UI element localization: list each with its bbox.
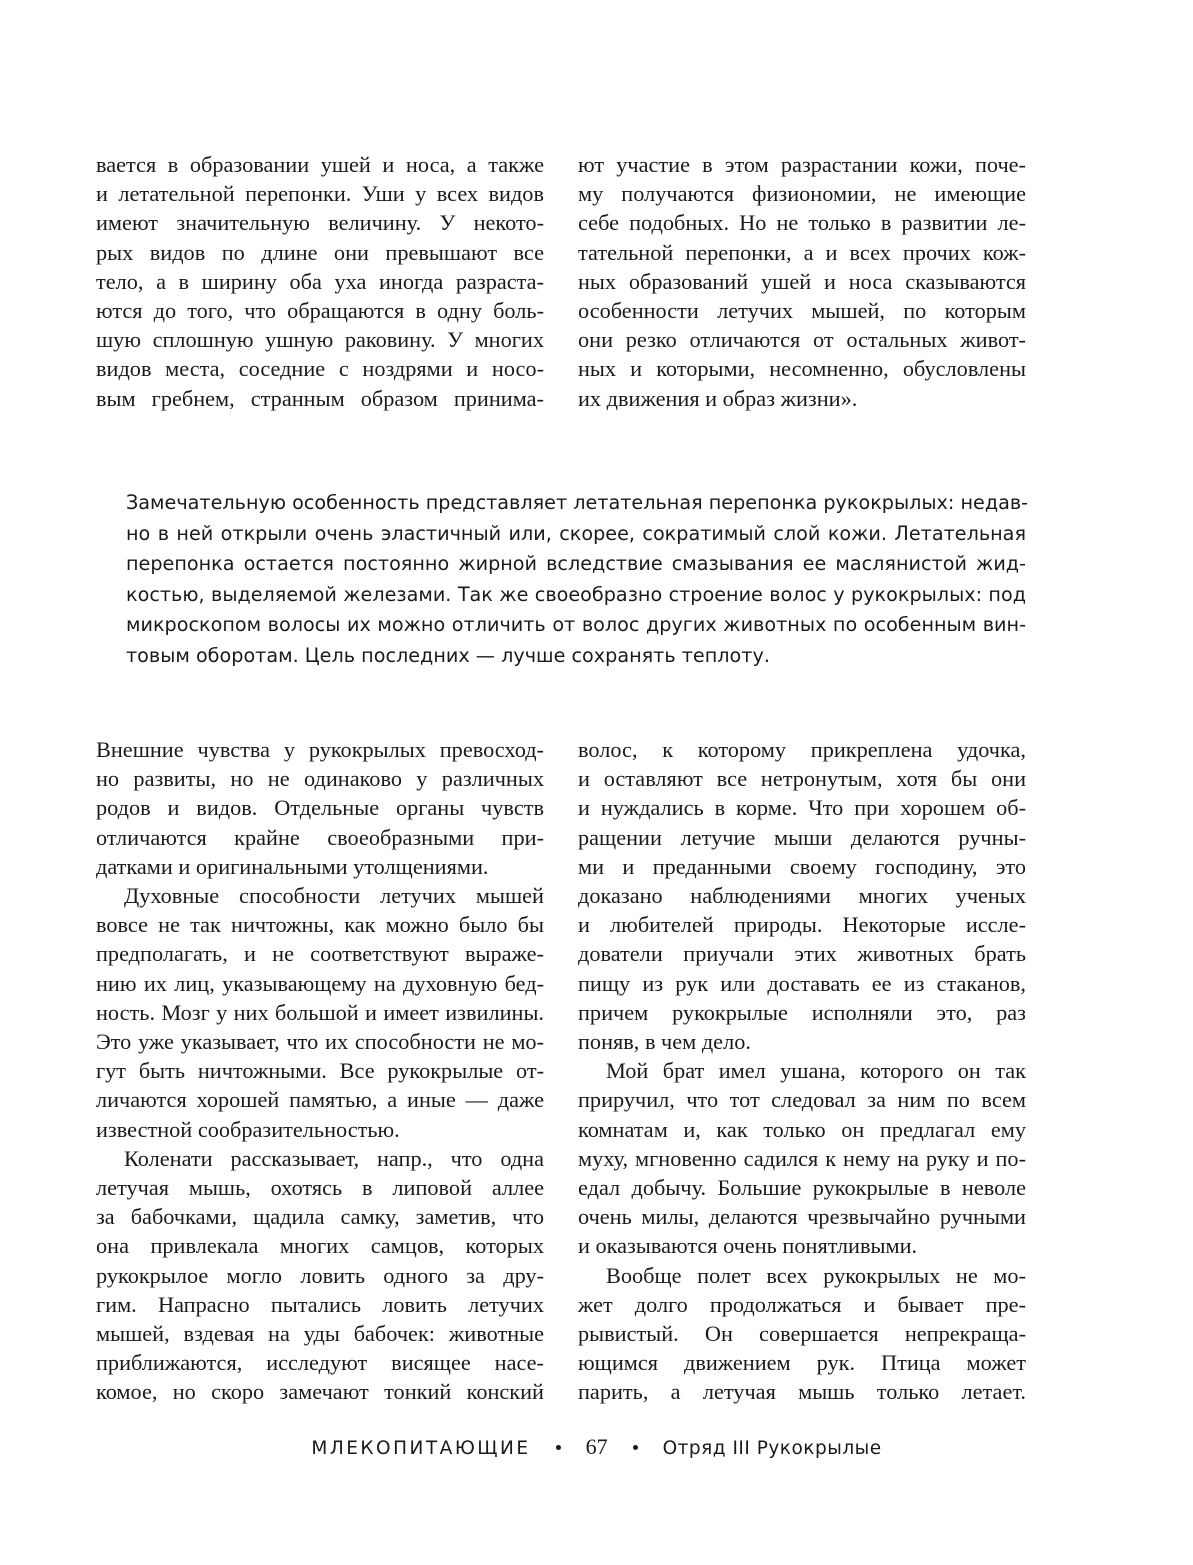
text-line: Внешние чувства у рукокрылых превосход- xyxy=(96,737,544,762)
top-right-column xyxy=(578,150,1026,413)
text-line: она привлекала многих самцов, которых xyxy=(96,1233,544,1259)
footer-chapter-title: Отряд III Рукокрылые xyxy=(662,1438,882,1459)
bullet-dot-icon xyxy=(556,1445,561,1450)
bottom-right-column xyxy=(578,735,1026,1407)
note-line: но в ней открыли очень эластичный или, скорее, сократимый слой кожи. Летательная xyxy=(126,521,1026,545)
text-line: известной сообразительностью. xyxy=(96,1116,400,1142)
text-line: Это уже указывает, что их способности не мо- xyxy=(96,1029,544,1055)
top-left-column xyxy=(96,150,544,413)
text-line: пищу из рук или доставать ее из стаканов, xyxy=(578,970,1026,996)
text-line: Вообще полет всех рукокрылых не мо- xyxy=(606,1262,1026,1288)
paragraph xyxy=(578,1261,1026,1407)
bottom-left-column xyxy=(96,735,544,1407)
text-line: ращении летучие мыши делаются ручны- xyxy=(578,824,1026,850)
text-line: шую сплошную ушную раковину. У многих xyxy=(96,327,544,353)
footer-section-title: МЛЕКОПИТАЮЩИЕ xyxy=(311,1438,531,1459)
text-line: и оказываются очень понятливыми. xyxy=(578,1233,918,1259)
text-line: гим. Напрасно пытались ловить летучих xyxy=(96,1291,544,1317)
note-line: микроскопом волосы их можно отличить от волос других животных по особенным вин- xyxy=(126,613,1026,637)
text-line: едал добычу. Большие рукокрылые в неволе xyxy=(578,1175,1026,1201)
text-line: вается в образовании ушей и носа, а также xyxy=(96,152,544,177)
text-line: жет долго продолжаться и бывает пре- xyxy=(578,1291,1026,1317)
text-line: родов и видов. Отдельные органы чувств xyxy=(96,795,544,821)
text-line: Коленати рассказывает, напр., что одна xyxy=(124,1145,544,1171)
text-line: ми и преданными своему господину, это xyxy=(578,853,1026,879)
paragraph xyxy=(96,1144,544,1407)
text-line: Духовные способности летучих мышей xyxy=(124,883,544,909)
text-line: предполагать, и не соответствуют выраже- xyxy=(96,941,544,967)
text-line: но развиты, но не одинаково у различных xyxy=(96,766,544,792)
text-line: комнатам и, как только он предлагал ему xyxy=(578,1116,1026,1142)
text-line: рых видов по длине они превышают все xyxy=(96,239,544,265)
text-line: датками и оригинальными утолщениями. xyxy=(96,853,489,879)
note-line: Замечательную особенность представляет летательная перепонка рукокрылых: недав- xyxy=(126,491,1029,514)
note-line: костью, выделяемой железами. Так же своеобразно строение волос у рукокрылых: под xyxy=(126,582,1026,606)
text-line: тело, а в ширину оба уха иногда разраста- xyxy=(96,268,544,294)
text-line: особенности летучих мышей, по которым xyxy=(578,298,1026,324)
text-line: отличаются крайне своеобразными при- xyxy=(96,824,544,850)
text-line: рукокрылое могло ловить одного за дру- xyxy=(96,1262,544,1288)
text-line: Мой брат имел ушана, которого он так xyxy=(606,1058,1026,1084)
text-line: парить, а летучая мышь только летает. xyxy=(578,1379,1026,1405)
sidebar-note xyxy=(126,488,1029,672)
paragraph xyxy=(96,735,544,881)
text-line: личаются хорошей памятью, а иные — даже xyxy=(96,1087,544,1113)
paragraph xyxy=(578,735,1026,1056)
text-line: приручил, что тот следовал за ним по всем xyxy=(578,1087,1026,1113)
text-line: ются до того, что обращаются в одну боль- xyxy=(96,298,544,324)
note-line: перепонка остается постоянно жирной вследствие смазывания ее маслянистой жид- xyxy=(126,552,1026,576)
text-line: причем рукокрылые исполняли это, раз xyxy=(578,999,1026,1025)
text-line: нию их лиц, указывающему на духовную бед- xyxy=(96,970,544,996)
text-line: за бабочками, щадила самку, заметив, что xyxy=(96,1204,544,1230)
text-line: ющимся движением рук. Птица может xyxy=(578,1350,1026,1376)
text-line: видов места, соседние с ноздрями и носо- xyxy=(96,356,544,382)
text-line: ных образований ушей и носа сказываются xyxy=(578,268,1026,294)
text-line: очень милы, делаются чрезвычайно ручными xyxy=(578,1204,1026,1230)
text-line: ность. Мозг у них большой и имеет извилины. xyxy=(96,999,544,1025)
text-line: мышей, вздевая на уды бабочек: животные xyxy=(96,1321,544,1347)
text-line: доказано наблюдениями многих ученых xyxy=(578,883,1026,909)
text-line: гут быть ничтожными. Все рукокрылые от- xyxy=(96,1058,544,1084)
paragraph xyxy=(578,1056,1026,1260)
text-line: приближаются, исследуют висящее насе- xyxy=(96,1350,544,1376)
text-line: имеют значительную величину. У некото- xyxy=(96,210,544,236)
paragraph xyxy=(96,150,544,413)
page-footer xyxy=(0,1432,1193,1464)
text-line: и оставляют все нетронутым, хотя бы они xyxy=(578,766,1026,792)
text-line: волос, к которому прикреплена удочка, xyxy=(578,737,1026,762)
paragraph xyxy=(578,150,1026,413)
bullet-dot-icon xyxy=(633,1445,638,1450)
text-line: себе подобных. Но не только в развитии ле- xyxy=(578,210,1026,236)
text-line: вым гребнем, странным образом принима- xyxy=(96,385,544,411)
text-line: комое, но скоро замечают тонкий конский xyxy=(96,1379,544,1405)
paragraph xyxy=(96,881,544,1144)
text-line: и любителей природы. Некоторые иссле- xyxy=(578,912,1026,938)
text-line: му получаются физиономии, не имеющие xyxy=(578,181,1026,207)
page-number: 67 xyxy=(585,1434,608,1459)
text-line: дователи приучали этих животных брать xyxy=(578,941,1026,967)
text-line: ных и которыми, несомненно, обусловлены xyxy=(578,356,1026,382)
text-line: рывистый. Он совершается непрекраща- xyxy=(578,1321,1026,1347)
text-line: и летательной перепонки. Уши у всех видов xyxy=(96,181,544,207)
text-line: поняв, в чем дело. xyxy=(578,1029,751,1055)
text-line: ют участие в этом разрастании кожи, поче- xyxy=(578,152,1026,177)
text-line: вовсе не так ничтожны, как можно было бы xyxy=(96,912,544,938)
text-line: тательной перепонки, а и всех прочих кож- xyxy=(578,239,1026,265)
text-line: они резко отличаются от остальных живот- xyxy=(578,327,1026,353)
text-line: их движения и образ жизни». xyxy=(578,385,858,411)
text-line: и нуждались в корме. Что при хорошем об- xyxy=(578,795,1026,821)
text-line: муху, мгновенно садился к нему на руку и по- xyxy=(578,1145,1026,1171)
note-line: товым оборотам. Цель последних — лучше сохранять теплоту. xyxy=(126,643,770,667)
text-line: летучая мышь, охотясь в липовой аллее xyxy=(96,1175,544,1201)
